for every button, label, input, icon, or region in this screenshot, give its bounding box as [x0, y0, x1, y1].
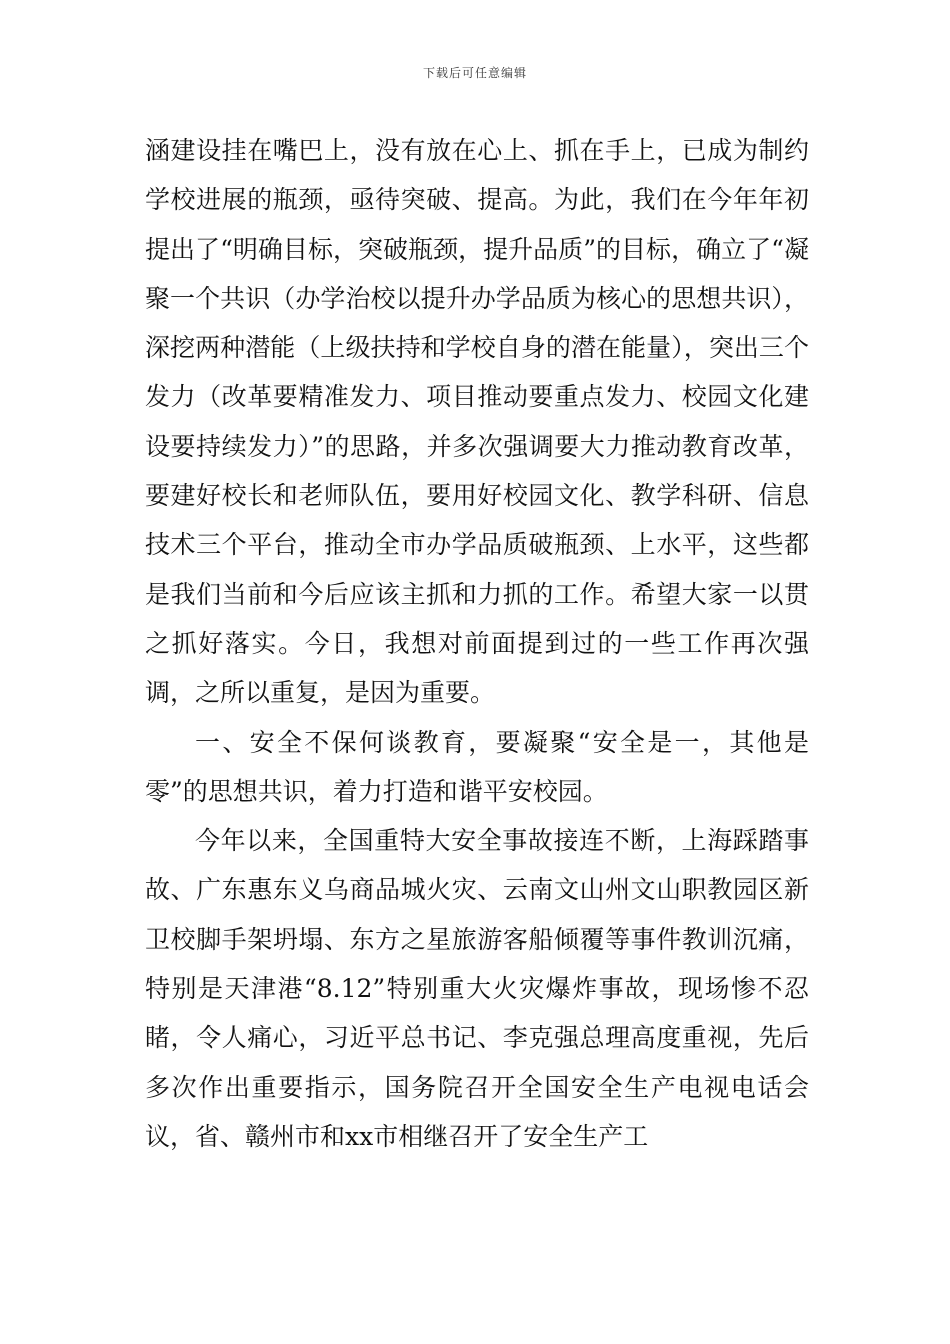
document-body	[145, 126, 809, 1161]
page-header-note: 下载后可任意编辑	[422, 66, 527, 80]
paragraph-section-heading: 一、安全不保何谈教育，要凝聚“安全是一，其他是零”的思想共识，着力打造和谐平安校园。	[145, 727, 809, 806]
paragraph-continuation: 涵建设挂在嘴巴上，没有放在心上、抓在手上，已成为制约学校进展的瓶颈，亟待突破、提高。为此，我们在今年年初提出了“明确目标，突破瓶颈，提升品质”的目标，确立了“凝聚一个共识（办学治校以提升办学品质为核心的思想共识），深挖两种潜能（上级扶持和学校自身的潜在能量），突出三个发力（改革要精准发力、项目推动要重点发力、校园文化建设要持续发力）”的思路，并多次强调要大力推动教育改革，要建好校长和老师队伍，要用好校园文化、教学科研、信息技术三个平台，推动全市办学品质破瓶颈、上水平，这些都是我们当前和今后应该主抓和力抓的工作。希望大家一以贯之抓好落实。今日，我想对前面提到过的一些工作再次强调，之所以重复，是因为重要。	[145, 136, 809, 708]
paragraph-safety-incidents: 今年以来，全国重特大安全事故接连不断，上海踩踏事故、广东惠东义乌商品城火灾、云南文山州文山职教园区新卫校脚手架坍塌、东方之星旅游客船倾覆等事件教训沉痛，特别是天津港“8.12”特别重大火灾爆炸事故，现场惨不忍睹，令人痛心，习近平总书记、李克强总理高度重视，先后多次作出重要指示，国务院召开全国安全生产电视电话会议，省、赣州市和xx市相继召开了安全生产工	[145, 826, 809, 1151]
